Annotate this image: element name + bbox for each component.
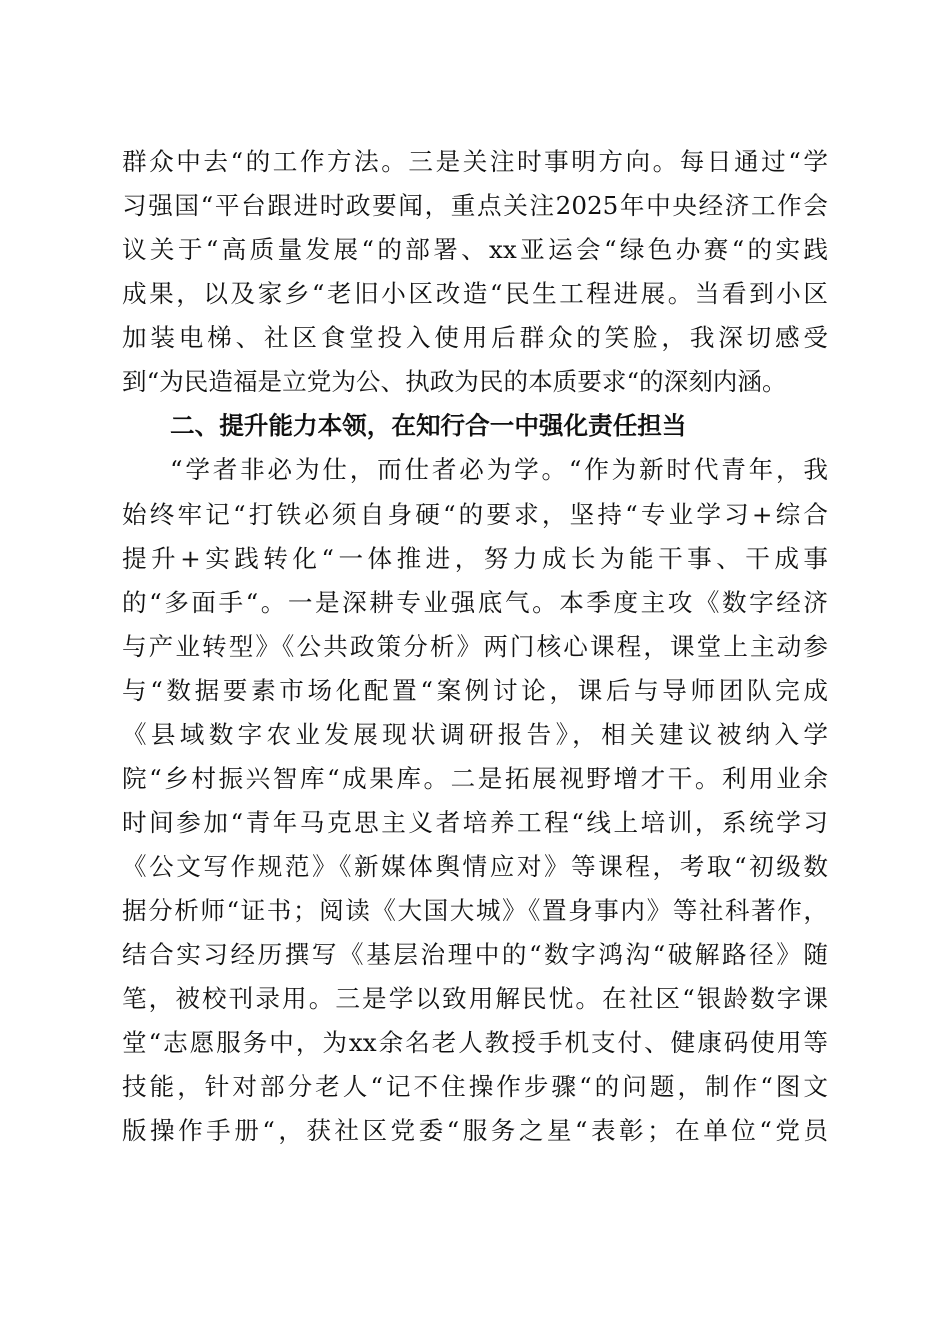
paragraph-line: 时间参加“青年马克思主义者培养工程“线上培训，系统学习 — [122, 808, 828, 837]
paragraph-line: 提升+实践转化“一体推进，努力成长为能干事、干成事 — [122, 544, 828, 573]
paragraph-line: 与产业转型》《公共政策分析》两门核心课程，课堂上主动参 — [122, 632, 828, 661]
section-heading: 二、提升能力本领，在知行合一中强化责任担当 — [170, 411, 687, 440]
paragraph-line: 笔，被校刊录用。三是学以致用解民忧。在社区“银龄数字课 — [122, 984, 828, 1013]
paragraph-line: 技能，针对部分老人“记不住操作步骤“的问题，制作“图文 — [122, 1072, 828, 1101]
paragraph-line: 据分析师“证书；阅读《大国大城》《置身事内》等社科著作， — [122, 896, 828, 925]
paragraph-line: 群众中去“的工作方法。三是关注时事明方向。每日通过“学 — [122, 147, 828, 176]
paragraph-line: 到“为民造福是立党为公、执政为民的本质要求“的深刻内涵。 — [122, 367, 787, 396]
paragraph-line: 版操作手册“，获社区党委“服务之星“表彰；在单位“党员 — [122, 1116, 828, 1145]
paragraph-line: 议关于“高质量发展“的部署、xx亚运会“绿色办赛“的实践 — [122, 235, 828, 264]
paragraph-line: 堂“志愿服务中，为xx余名老人教授手机支付、健康码使用等 — [122, 1028, 828, 1057]
paragraph-line: “学者非必为仕，而仕者必为学。“作为新时代青年，我 — [170, 455, 828, 484]
paragraph-line: 院“乡村振兴智库“成果库。二是拓展视野增才干。利用业余 — [122, 764, 828, 793]
paragraph-line: 《县域数字农业发展现状调研报告》，相关建议被纳入学 — [122, 720, 828, 749]
paragraph-line: 与“数据要素市场化配置“案例讨论，课后与导师团队完成 — [122, 676, 828, 705]
paragraph-line: 始终牢记“打铁必须自身硬“的要求，坚持“专业学习+综合 — [122, 500, 828, 529]
paragraph-line: 加装电梯、社区食堂投入使用后群众的笑脸，我深切感受 — [122, 323, 828, 352]
paragraph-line: 《公文写作规范》《新媒体舆情应对》等课程，考取“初级数 — [122, 852, 828, 881]
paragraph-line: 成果，以及家乡“老旧小区改造“民生工程进展。当看到小区 — [122, 279, 828, 308]
paragraph-line: 的“多面手“。一是深耕专业强底气。本季度主攻《数字经济 — [122, 588, 828, 617]
paragraph-line: 习强国“平台跟进时政要闻，重点关注2025年中央经济工作会 — [122, 191, 828, 220]
paragraph-line: 结合实习经历撰写《基层治理中的“数字鸿沟“破解路径》随 — [122, 940, 828, 969]
